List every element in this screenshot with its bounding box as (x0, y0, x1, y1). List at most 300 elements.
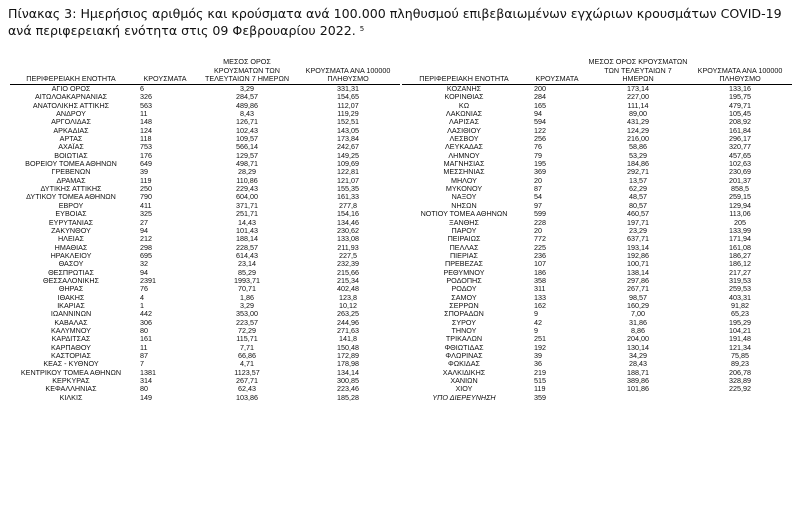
region-cell: ΙΘΑΚΗΣ (57, 293, 85, 302)
avg-cell: 100,71 (627, 260, 649, 269)
avg-cell: 31,86 (629, 318, 647, 327)
region-cell: ΑΝΔΡΟΥ (56, 110, 86, 119)
header-region: ΠΕΡΙΦΕΡΕΙΑΚΗ ΕΝΟΤΗΤΑ (10, 54, 132, 85)
avg-cell: 13,57 (629, 176, 647, 185)
region-cell: ΖΑΚΥΝΘΟΥ (51, 226, 91, 235)
region-cell: ΦΘΙΩΤΙΔΑΣ (444, 343, 484, 352)
table-row (10, 110, 400, 118)
right-table-body (402, 85, 792, 403)
table-row (10, 394, 400, 402)
avg-cell: 184,86 (627, 160, 649, 169)
cases-cell: 599 (534, 210, 546, 219)
region-cell: ΓΡΕΒΕΝΩΝ (51, 168, 91, 177)
rate-cell: 113,06 (729, 210, 751, 219)
table-row (10, 219, 400, 227)
table-row (402, 327, 792, 335)
avg-cell (588, 394, 688, 402)
cases-cell: 176 (140, 151, 152, 160)
avg-cell: 614,43 (236, 251, 258, 260)
cases-cell: 11 (140, 343, 148, 352)
avg-cell: 1993,71 (234, 276, 260, 285)
cases-cell: 411 (140, 201, 152, 210)
cases-cell: 76 (140, 285, 148, 294)
rate-cell: 403,31 (729, 293, 751, 302)
header-rate: ΚΡΟΥΣΜΑΤΑ ΑΝΑ 100000 ΠΛΗΘΥΣΜΟ (296, 54, 400, 85)
table-row (10, 385, 400, 393)
rate-cell: 150,48 (337, 343, 359, 352)
rate-cell: 161,08 (729, 243, 751, 252)
rate-cell: 205 (734, 218, 746, 227)
avg-cell: 267,71 (627, 285, 649, 294)
region-cell: ΚΕΝΤΡΙΚΟΥ ΤΟΜΕΑ ΑΘΗΝΩΝ (20, 368, 122, 377)
cases-cell: 80 (140, 326, 148, 335)
avg-cell: 223,57 (236, 318, 258, 327)
region-cell: ΧΑΝΙΩΝ (450, 377, 478, 386)
region-cell: ΒΟΡΕΙΟΥ ΤΟΜΕΑ ΑΘΗΝΩΝ (25, 160, 117, 169)
avg-cell: 8,86 (631, 326, 645, 335)
rate-cell: 134,14 (337, 368, 359, 377)
avg-cell: 389,86 (627, 377, 649, 386)
avg-cell: 173,14 (627, 84, 649, 93)
cases-cell: 133 (534, 293, 546, 302)
rate-cell: 161,84 (729, 126, 751, 135)
region-cell: ΛΕΣΒΟΥ (449, 135, 479, 144)
rate-cell: 230,69 (729, 168, 751, 177)
table-row (10, 319, 400, 327)
table-row (402, 160, 792, 168)
region-cell: ΚΑΡΔΙΤΣΑΣ (51, 335, 91, 344)
rate-cell: 89,23 (731, 360, 749, 369)
rate-cell: 105,45 (729, 110, 751, 119)
rate-cell: 112,07 (337, 101, 359, 110)
avg-cell: 138,14 (627, 268, 649, 277)
cases-cell: 124 (140, 126, 152, 135)
table-row (402, 385, 792, 393)
table-row (10, 185, 400, 193)
right-table (402, 54, 792, 402)
region-cell: ΛΑΚΩΝΙΑΣ (445, 110, 483, 119)
cases-cell: 298 (140, 243, 152, 252)
rate-cell: 173,84 (337, 135, 359, 144)
cases-cell: 563 (140, 101, 152, 110)
rate-cell: 141,8 (339, 335, 357, 344)
table-row (402, 277, 792, 285)
cases-cell: 311 (534, 285, 546, 294)
rate-cell: 271,63 (337, 326, 359, 335)
table-row (10, 152, 400, 160)
cases-cell: 358 (534, 276, 546, 285)
header-avg: ΜΕΣΟΣ ΟΡΟΣ ΚΡΟΥΣΜΑΤΩΝ ΤΩΝ ΤΕΛΕΥΤΑΙΩΝ 7 ΗΜΕΡΩΝ (588, 54, 688, 85)
avg-cell: 188,14 (236, 235, 258, 244)
rate-cell: 230,62 (337, 226, 359, 235)
region-cell: ΗΜΑΘΙΑΣ (54, 243, 88, 252)
rate-cell: 225,92 (729, 385, 751, 394)
table-row (402, 143, 792, 151)
table-row (402, 168, 792, 176)
rate-cell: 10,12 (339, 301, 357, 310)
rate-cell: 152,51 (337, 118, 359, 127)
rate-cell: 186,27 (729, 251, 751, 260)
left-table (10, 54, 400, 402)
region-cell: ΚΟΡΙΝΘΙΑΣ (444, 93, 484, 102)
cases-cell: 772 (534, 235, 546, 244)
cases-cell: 122 (534, 126, 546, 135)
avg-cell: 62,29 (629, 185, 647, 194)
cases-cell: 97 (534, 201, 542, 210)
rate-cell: 217,27 (729, 268, 751, 277)
region-cell: ΛΑΣΙΘΙΟΥ (447, 126, 481, 135)
avg-cell: 70,71 (238, 285, 256, 294)
avg-cell: 34,29 (629, 352, 647, 360)
avg-cell: 297,86 (627, 276, 649, 285)
rate-cell: 91,82 (731, 301, 749, 310)
cases-cell: 442 (140, 310, 152, 319)
avg-cell: 498,71 (236, 160, 258, 169)
cases-cell: 228 (534, 218, 546, 227)
avg-cell: 102,43 (236, 126, 258, 135)
rate-cell (688, 394, 792, 402)
avg-cell: 460,57 (627, 210, 649, 219)
cases-cell: 7 (140, 360, 144, 369)
region-cell: ΠΙΕΡΙΑΣ (449, 251, 478, 260)
avg-cell: 489,86 (236, 101, 258, 110)
avg-cell: 53,29 (629, 151, 647, 160)
rate-cell: 195,29 (729, 318, 751, 327)
table-row (402, 219, 792, 227)
cases-cell: 594 (534, 118, 546, 127)
cases-cell: 251 (534, 335, 546, 344)
table-row (10, 252, 400, 260)
rate-cell: 215,66 (337, 268, 359, 277)
cases-cell: 119 (534, 385, 546, 394)
table-row (402, 127, 792, 135)
cases-cell: 11 (140, 110, 148, 119)
table-row (402, 93, 792, 101)
rate-cell: 178,98 (337, 360, 359, 369)
cases-cell: 119 (140, 176, 152, 185)
avg-cell: 604,00 (236, 193, 258, 202)
rate-cell: 171,94 (729, 235, 751, 244)
avg-cell: 7,71 (240, 343, 254, 352)
region-cell: ΚΑΣΤΟΡΙΑΣ (51, 352, 91, 360)
cases-cell: 325 (140, 210, 152, 219)
table-row (402, 135, 792, 143)
rate-cell: 320,77 (729, 143, 751, 152)
rate-cell: 109,69 (337, 160, 359, 169)
cases-cell: 27 (140, 218, 148, 227)
cases-cell: 192 (534, 343, 546, 352)
header-cases: ΚΡΟΥΣΜΑΤΑ (132, 54, 198, 85)
cases-cell: 256 (534, 135, 546, 144)
table-row (402, 252, 792, 260)
rate-cell: 129,94 (729, 201, 751, 210)
rate-cell: 65,23 (731, 310, 749, 319)
rate-cell: 277,8 (339, 201, 357, 210)
rate-cell: 154,65 (337, 93, 359, 102)
avg-cell: 1,86 (240, 293, 254, 302)
avg-cell: 267,71 (236, 377, 258, 386)
region-cell: ΕΥΡΥΤΑΝΙΑΣ (48, 218, 94, 227)
rate-cell: 143,05 (337, 126, 359, 135)
avg-cell: 197,71 (627, 218, 649, 227)
region-cell: ΑΡΤΑΣ (59, 135, 83, 144)
table-row (10, 193, 400, 201)
cases-cell: 87 (140, 352, 148, 360)
avg-cell: 228,57 (236, 243, 258, 252)
region-cell: ΡΟΔΟΥ (451, 285, 477, 294)
rate-cell: 300,85 (337, 377, 359, 386)
cases-cell: 20 (534, 226, 542, 235)
rate-cell: 122,81 (337, 168, 359, 177)
table-row (10, 369, 400, 377)
table-row (10, 244, 400, 252)
rate-cell: 211,93 (337, 243, 359, 252)
cases-cell: 236 (534, 251, 546, 260)
avg-cell: 101,86 (627, 385, 649, 394)
rate-cell: 331,31 (337, 84, 359, 93)
cases-cell: 649 (140, 160, 152, 169)
avg-cell: 62,43 (238, 385, 256, 394)
table-row (10, 177, 400, 185)
table-row (402, 394, 792, 402)
region-cell: ΦΛΩΡΙΝΑΣ (445, 352, 483, 360)
region-cell: ΗΛΕΙΑΣ (57, 235, 85, 244)
caption-title: Πίνακας 3: Ημερήσιος αριθμός και κρούσματα ανά 100.000 πληθυσμού επιβεβαιωμένων εγχώριων κρουσμάτων COVID-19 ανά περιφερειακή ενότητα στις 09 Φεβρουαρίου 2022. (8, 6, 782, 38)
table-row (402, 319, 792, 327)
rate-cell: 215,34 (337, 276, 359, 285)
avg-cell: 98,57 (629, 293, 647, 302)
region-cell: ΞΑΝΘΗΣ (449, 218, 479, 227)
cases-cell: 306 (140, 318, 152, 327)
region-cell: ΣΕΡΡΩΝ (449, 301, 479, 310)
region-cell: ΗΡΑΚΛΕΙΟΥ (50, 251, 92, 260)
region-cell: ΛΗΜΝΟΥ (448, 151, 480, 160)
avg-cell: 353,00 (236, 310, 258, 319)
region-cell: ΝΑΞΟΥ (451, 193, 477, 202)
region-cell: ΘΗΡΑΣ (58, 285, 84, 294)
cases-cell: 186 (534, 268, 546, 277)
header-rate: ΚΡΟΥΣΜΑΤΑ ΑΝΑ 100000 ΠΛΗΘΥΣΜΟ (688, 54, 792, 85)
cases-cell: 9 (534, 326, 538, 335)
table-row (10, 93, 400, 101)
cases-cell: 162 (534, 301, 546, 310)
table-row (10, 269, 400, 277)
rate-cell: 104,21 (729, 326, 751, 335)
avg-cell: 1123,57 (234, 368, 260, 377)
region-cell: ΚΕΦΑΛΛΗΝΙΑΣ (45, 385, 97, 394)
avg-cell: 371,71 (236, 201, 258, 210)
cases-cell: 250 (140, 185, 152, 194)
cases-cell: 200 (534, 84, 546, 93)
region-cell: ΘΕΣΠΡΩΤΙΑΣ (48, 268, 94, 277)
rate-cell: 119,29 (337, 110, 359, 119)
avg-cell: 111,14 (627, 101, 649, 110)
cases-cell: 369 (534, 168, 546, 177)
cases-cell: 94 (140, 268, 148, 277)
avg-cell: 130,14 (627, 343, 649, 352)
avg-cell: 193,14 (627, 243, 649, 252)
table-row (10, 143, 400, 151)
rate-cell: 858,5 (731, 185, 749, 194)
region-cell: ΑΝΑΤΟΛΙΚΗΣ ΑΤΤΙΚΗΣ (32, 101, 110, 110)
avg-cell: 192,86 (627, 251, 649, 260)
avg-cell: 126,71 (236, 118, 258, 127)
region-cell: ΕΥΒΟΙΑΣ (55, 210, 87, 219)
cases-cell: 225 (534, 243, 546, 252)
cases-cell: 161 (140, 335, 152, 344)
avg-cell: 23,14 (238, 260, 256, 269)
cases-cell: 1 (140, 301, 144, 310)
rate-cell: 191,48 (729, 335, 751, 344)
table-row (10, 160, 400, 168)
avg-cell: 3,29 (240, 84, 254, 93)
region-cell: ΚΕΡΚΥΡΑΣ (52, 377, 90, 386)
table-row (10, 310, 400, 318)
table-row (10, 85, 400, 94)
rate-cell: 259,53 (729, 285, 751, 294)
rate-cell: 102,63 (729, 160, 751, 169)
table-row (10, 168, 400, 176)
region-cell: ΑΡΚΑΔΙΑΣ (53, 126, 89, 135)
table-row (10, 360, 400, 368)
rate-cell: 75,85 (731, 352, 749, 360)
cases-cell: 753 (140, 143, 152, 152)
region-cell: ΜΥΚΟΝΟΥ (445, 185, 483, 194)
avg-cell: 216,00 (627, 135, 649, 144)
rate-cell: 161,33 (337, 193, 359, 202)
table-row (10, 377, 400, 385)
right-header-row (402, 54, 792, 85)
rate-cell: 201,37 (729, 176, 751, 185)
cases-cell: 219 (534, 368, 546, 377)
table-row (10, 285, 400, 293)
cases-cell: 515 (534, 377, 546, 386)
region-cell: ΑΧΑΪΑΣ (58, 143, 84, 152)
cases-cell: 790 (140, 193, 152, 202)
rate-cell: 155,35 (337, 185, 359, 194)
rate-cell: 149,25 (337, 151, 359, 160)
region-cell: ΜΕΣΣΗΝΙΑΣ (443, 168, 485, 177)
region-cell: ΘΕΣΣΑΛΟΝΙΚΗΣ (43, 276, 99, 285)
avg-cell: 251,71 (236, 210, 258, 219)
cases-cell: 76 (534, 143, 542, 152)
header-avg: ΜΕΣΟΣ ΟΡΟΣ ΚΡΟΥΣΜΑΤΩΝ ΤΩΝ ΤΕΛΕΥΤΑΙΩΝ 7 ΗΜΕΡΩΝ (198, 54, 296, 85)
region-cell: ΘΑΣΟΥ (58, 260, 84, 269)
table-row (10, 235, 400, 243)
region-cell: ΛΑΡΙΣΑΣ (448, 118, 480, 127)
table-row (402, 102, 792, 110)
region-cell: ΚΟΖΑΝΗΣ (446, 84, 482, 93)
cases-cell: 359 (534, 393, 546, 402)
rate-cell: 232,39 (337, 260, 359, 269)
region-cell: ΧΑΛΚΙΔΙΚΗΣ (442, 368, 486, 377)
avg-cell: 101,43 (236, 226, 258, 235)
cases-cell: 314 (140, 377, 152, 386)
header-cases: ΚΡΟΥΣΜΑΤΑ (526, 54, 588, 85)
avg-cell: 80,57 (629, 201, 647, 210)
rate-cell: 227,5 (339, 251, 357, 260)
table-row (10, 352, 400, 360)
rate-cell: 208,92 (729, 118, 751, 127)
region-cell: ΚΑΡΠΑΘΟΥ (51, 343, 91, 352)
table-row (402, 110, 792, 118)
cases-cell: 165 (534, 101, 546, 110)
table-row (402, 335, 792, 343)
cases-cell: 94 (534, 110, 542, 119)
table-row (402, 235, 792, 243)
avg-cell: 89,00 (629, 110, 647, 119)
table-row (402, 360, 792, 368)
avg-cell: 124,29 (627, 126, 649, 135)
cases-cell: 2391 (140, 276, 156, 285)
avg-cell: 85,29 (238, 268, 256, 277)
cases-cell: 695 (140, 251, 152, 260)
rate-cell: 263,25 (337, 310, 359, 319)
avg-cell: 4,71 (240, 360, 254, 369)
cases-cell: 107 (534, 260, 546, 269)
region-cell: ΠΑΡΟΥ (451, 226, 477, 235)
table-row (10, 118, 400, 126)
table-row (10, 260, 400, 268)
cases-cell: 87 (534, 185, 542, 194)
table-row (10, 202, 400, 210)
avg-cell: 110,86 (236, 176, 258, 185)
rate-cell: 133,99 (729, 226, 751, 235)
table-row (402, 352, 792, 360)
avg-cell: 160,29 (627, 301, 649, 310)
table-row (402, 310, 792, 318)
table-row (402, 269, 792, 277)
region-cell: ΚΑΒΑΛΑΣ (54, 318, 88, 327)
avg-cell: 3,29 (240, 301, 254, 310)
region-cell: ΤΡΙΚΑΛΩΝ (445, 335, 483, 344)
region-cell: ΚΕΑΣ - ΚΥΘΝΟΥ (43, 360, 99, 369)
table-row (402, 227, 792, 235)
avg-cell: 188,71 (627, 368, 649, 377)
table-row (10, 327, 400, 335)
cases-cell: 94 (140, 226, 148, 235)
rate-cell: 457,65 (729, 151, 751, 160)
table-row (10, 210, 400, 218)
cases-cell: 36 (534, 360, 542, 369)
region-cell: ΚΑΛΥΜΝΟΥ (51, 326, 91, 335)
avg-cell: 115,71 (236, 335, 258, 344)
rate-cell: 242,67 (337, 143, 359, 152)
cases-cell: 4 (140, 293, 144, 302)
avg-cell: 58,86 (629, 143, 647, 152)
cases-cell: 79 (534, 151, 542, 160)
avg-cell: 129,57 (236, 151, 258, 160)
cases-cell: 32 (140, 260, 148, 269)
table-row (10, 227, 400, 235)
avg-cell: 284,57 (236, 93, 258, 102)
region-cell: ΦΩΚΙΔΑΣ (448, 360, 480, 369)
cases-cell: 118 (140, 135, 152, 144)
rate-cell: 402,48 (337, 285, 359, 294)
region-cell: ΠΕΛΛΑΣ (449, 243, 479, 252)
region-cell: ΙΚΑΡΙΑΣ (57, 301, 85, 310)
rate-cell: 154,16 (337, 210, 359, 219)
region-cell: ΧΙΟΥ (455, 385, 473, 394)
rate-cell: 479,71 (729, 101, 751, 110)
rate-cell: 259,15 (729, 193, 751, 202)
region-cell: ΔΡΑΜΑΣ (56, 176, 86, 185)
avg-cell: 204,00 (627, 335, 649, 344)
avg-cell: 103,86 (236, 393, 258, 402)
table-row (402, 294, 792, 302)
avg-cell: 7,00 (631, 310, 645, 319)
region-cell: ΣΑΜΟΥ (451, 293, 477, 302)
